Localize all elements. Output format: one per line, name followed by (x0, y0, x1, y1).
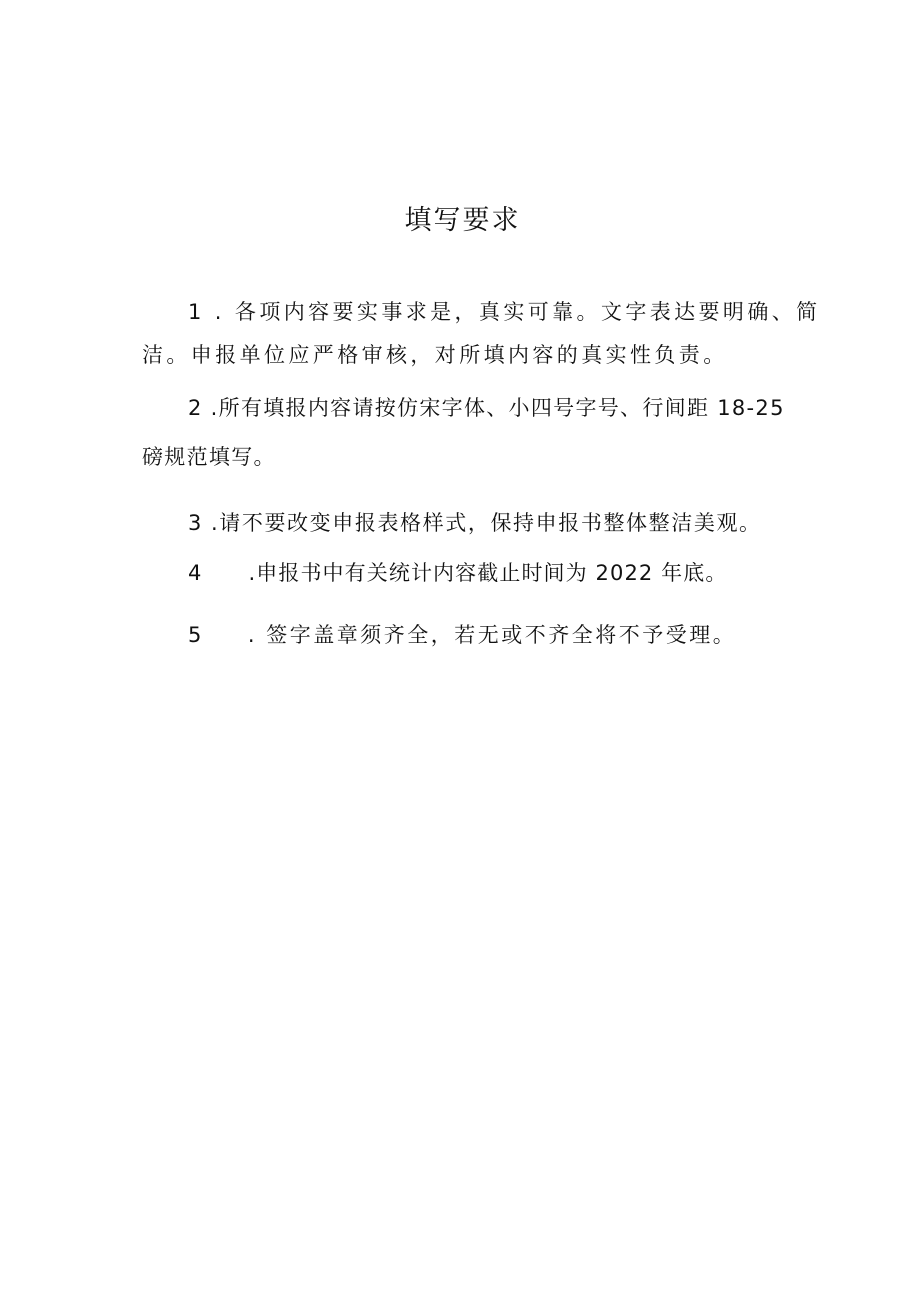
item-text: . 各项内容要实事求是，真实可靠。文字表达要明确、简 (214, 300, 821, 324)
page-title: 填写要求 (404, 205, 521, 236)
item-text-continued: 磅规范填写。 (142, 445, 276, 469)
item-text-continued: 洁。申报单位应严格审核，对所填内容的真实性负责。 (142, 343, 728, 367)
requirement-item-5 (188, 619, 736, 649)
item-number: 1 (188, 300, 205, 324)
requirement-item-3 (188, 507, 762, 537)
requirement-item-4 (188, 557, 727, 587)
item-number: 3 (188, 511, 203, 535)
item-number: 5 (188, 623, 204, 647)
item-text: . 签字盖章须齐全，若无或不齐全将不予受理。 (247, 623, 737, 647)
item-text: .申报书中有关统计内容截止时间为 2022 年底。 (248, 561, 728, 585)
item-text: .请不要改变申报表格样式，保持申报书整体整洁美观。 (210, 511, 762, 535)
item-text: .所有填报内容请按仿宋字体、小四号字号、行间距 18-25 (210, 396, 785, 420)
requirement-item-1 (188, 296, 821, 326)
requirement-item-2-continued (142, 441, 276, 471)
item-number: 2 (188, 396, 203, 420)
requirement-item-1-continued (142, 339, 728, 369)
item-number: 4 (188, 561, 203, 585)
requirement-item-2 (188, 392, 785, 422)
